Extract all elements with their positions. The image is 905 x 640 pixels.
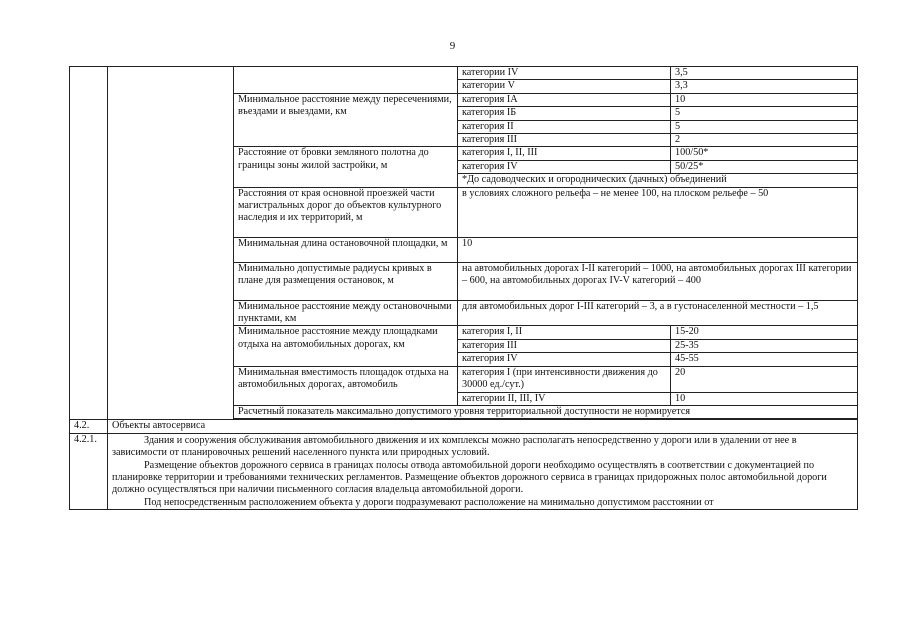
value-cell: 2 <box>671 134 858 147</box>
section-number: 4.2.1. <box>70 433 108 509</box>
value-cell: на автомобильных дорогах I-II категорий – 1000, на автомобильных дорогах III категории – 600, на автомобильных дорогах IV-V категорий – 400 <box>458 262 858 300</box>
value-cell: 3,5 <box>671 67 858 80</box>
category-cell: категория II <box>458 120 671 133</box>
param-label-cell: Минимальное расстояние между пересечениями, въездами и выездами, км <box>234 93 458 147</box>
value-cell: 25-35 <box>671 339 858 352</box>
table-row <box>70 420 858 433</box>
value-cell: 20 <box>671 366 858 392</box>
value-cell: в условиях сложного рельефа – не менее 100, на плоском рельефе – 50 <box>458 187 858 237</box>
param-label-cell: Минимально допустимые радиусы кривых в плане для размещения остановок, м <box>234 262 458 300</box>
section-text <box>108 433 858 509</box>
value-cell: 15-20 <box>671 326 858 339</box>
category-cell: категория III <box>458 134 671 147</box>
category-cell: категория IV <box>458 353 671 366</box>
category-cell: категория IV <box>458 160 671 173</box>
param-label-cell: Минимальная длина остановочной площадки, м <box>234 237 458 262</box>
value-cell: 10 <box>458 237 858 262</box>
section-title: Объекты автосервиса <box>108 420 858 433</box>
value-cell: 5 <box>671 107 858 120</box>
title-column-cell <box>108 67 234 420</box>
value-cell: 5 <box>671 120 858 133</box>
footnote-cell: *До садоводческих и огороднических (дачных) объединений <box>458 174 858 187</box>
paragraph: Здания и сооружения обслуживания автомобильного движения и их комплексы можно располагать непосредственно у дороги или в удалении от нее в зависимости от планировочных решений населенного пункта или природных условий. <box>112 434 797 459</box>
param-label-cell <box>234 67 458 94</box>
accessibility-note-cell: Расчетный показатель максимально допустимого уровня территориальной доступности не нормируется <box>234 405 858 418</box>
category-cell: категории IV <box>458 67 671 80</box>
category-cell: категория I, II <box>458 326 671 339</box>
param-label-cell: Минимальное расстояние между площадками отдыха на автомобильных дорогах, км <box>234 326 458 366</box>
category-cell: категории II, III, IV <box>458 392 671 405</box>
category-cell: категория I (при интенсивности движения до 30000 ед./сут.) <box>458 366 671 392</box>
param-label-cell: Расстояние от бровки земляного полотна до границы зоны жилой застройки, м <box>234 147 458 187</box>
category-cell: категория IБ <box>458 107 671 120</box>
standards-table <box>69 66 858 510</box>
value-cell: 100/50* <box>671 147 858 160</box>
value-cell: 10 <box>671 392 858 405</box>
section-number: 4.2. <box>70 420 108 433</box>
value-cell: 50/25* <box>671 160 858 173</box>
value-cell: 10 <box>671 93 858 106</box>
page-number: 9 <box>449 40 456 52</box>
num-column-cell <box>70 67 108 420</box>
category-cell: категория I, II, III <box>458 147 671 160</box>
category-cell: категория III <box>458 339 671 352</box>
value-cell: 3,3 <box>671 80 858 93</box>
param-label-cell: Минимальное расстояние между остановочными пунктами, км <box>234 300 458 326</box>
paragraph: Под непосредственным расположением объекта у дороги подразумевают расположение на минимально допустимом расстоянии от <box>144 496 714 508</box>
param-label-cell: Минимальная вместимость площадок отдыха на автомобильных дорогах, автомобиль <box>234 366 458 405</box>
table-row <box>70 433 858 509</box>
paragraph: Размещение объектов дорожного сервиса в границах полосы отвода автомобильной дороги необходимо осуществлять в соответствии с документацией по планировке территории и требованиями технических регламентов. Размещение объектов дорожного сервиса в границах придорожных полос автомобильной дороги должно осуществляться при наличии письменного согласия владельца автомобильной дороги. <box>112 459 827 496</box>
category-cell: категория IА <box>458 93 671 106</box>
param-label-cell: Расстояния от края основной проезжей части магистральных дорог до объектов культурного наследия и их территорий, м <box>234 187 458 237</box>
value-cell: 45-55 <box>671 353 858 366</box>
category-cell: категории V <box>458 80 671 93</box>
table-row <box>70 67 858 80</box>
value-cell: для автомобильных дорог I-III категорий – 3, а в густонаселенной местности – 1,5 <box>458 300 858 326</box>
